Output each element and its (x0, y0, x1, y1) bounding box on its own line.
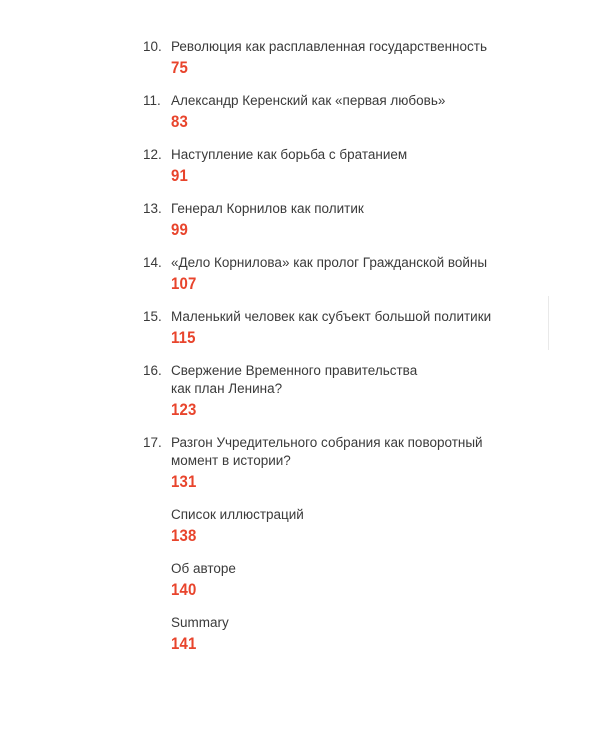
entry-title: Свержение Временного правительства как план Ленина? (171, 363, 418, 396)
entry-page-number: 140 (171, 580, 197, 599)
toc-entry (0, 434, 600, 492)
entry-page-number: 131 (171, 472, 197, 491)
entry-number: 10. (143, 39, 162, 54)
toc-entry-list-of-illustrations (0, 506, 600, 546)
entry-title: Маленький человек как субъект большой политики (171, 309, 492, 324)
entry-title: Summary (171, 615, 229, 630)
entry-number: 17. (143, 435, 162, 450)
toc-entry (0, 38, 600, 78)
entry-title: Революция как расплавленная государственность (171, 39, 487, 54)
entry-title: Генерал Корнилов как политик (171, 201, 364, 216)
toc-entry (0, 146, 600, 186)
entry-page-number: 138 (171, 526, 197, 545)
entry-page-number: 83 (171, 112, 188, 131)
toc-entry (0, 308, 600, 348)
entry-title: Об авторе (171, 561, 236, 576)
entry-number: 13. (143, 201, 162, 216)
entry-number: 16. (143, 363, 162, 378)
toc-entry (0, 92, 600, 132)
toc-entry-about-author (0, 560, 600, 600)
entry-page-number: 91 (171, 166, 188, 185)
entry-page-number: 107 (171, 274, 197, 293)
toc-entry-summary (0, 614, 600, 654)
entry-title: Александр Керенский как «первая любовь» (171, 93, 446, 108)
entry-number: 11. (143, 93, 161, 108)
entry-number: 12. (143, 147, 162, 162)
toc-entry (0, 200, 600, 240)
entry-number: 15. (143, 309, 162, 324)
toc-entry (0, 362, 600, 420)
entry-title: Наступление как борьба с братанием (171, 147, 408, 162)
toc-entry (0, 254, 600, 294)
entry-page-number: 115 (171, 328, 196, 347)
entry-number: 14. (143, 255, 162, 270)
entry-page-number: 123 (171, 400, 197, 419)
entry-page-number: 75 (171, 58, 188, 77)
entry-title: Разгон Учредительного собрания как поворотный момент в истории? (171, 435, 483, 468)
entry-page-number: 99 (171, 220, 188, 239)
entry-title: Список иллюстраций (171, 507, 304, 522)
entry-page-number: 141 (171, 634, 197, 653)
entry-title: «Дело Корнилова» как пролог Гражданской войны (171, 255, 488, 270)
table-of-contents (0, 38, 600, 668)
